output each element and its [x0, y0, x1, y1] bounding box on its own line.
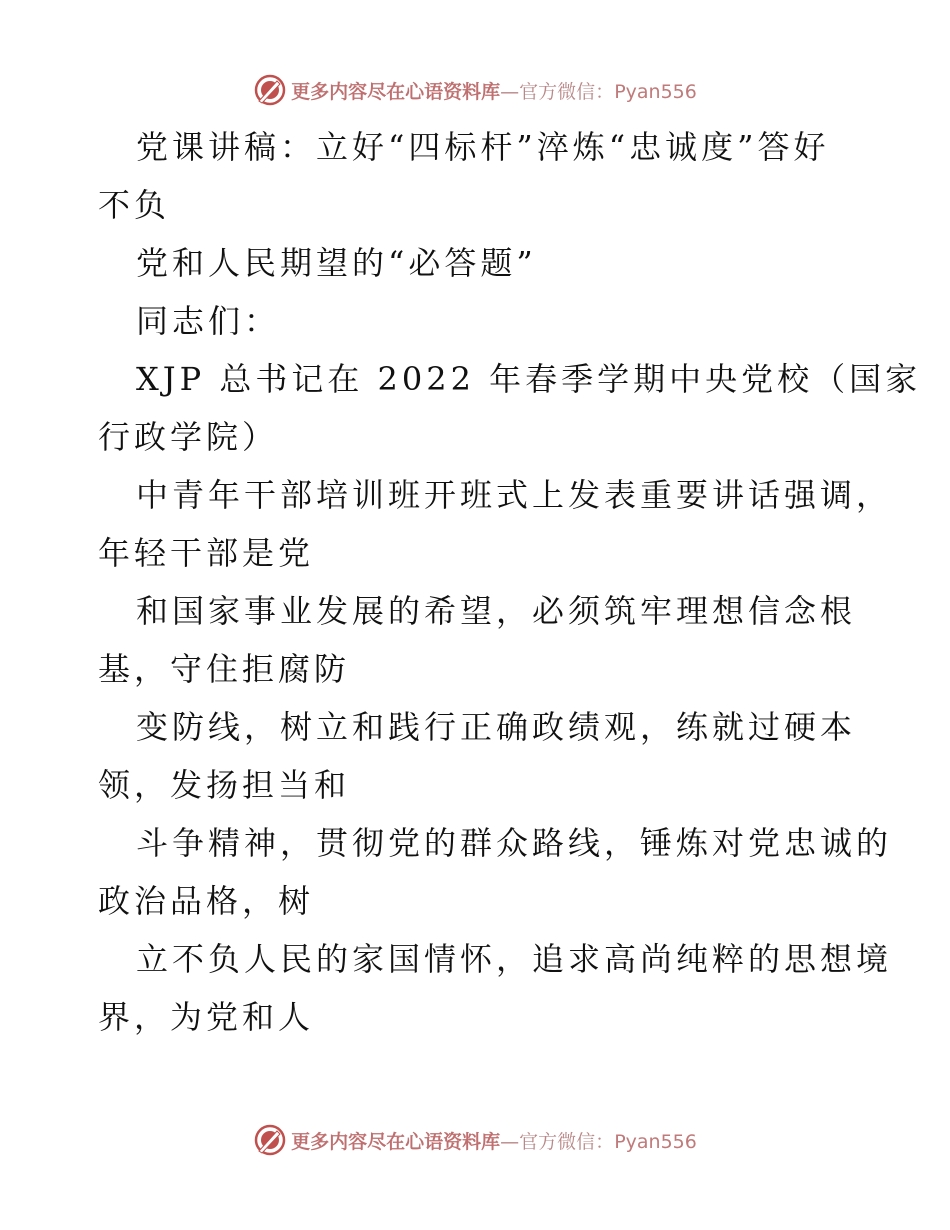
quill-logo-icon: [253, 1123, 287, 1157]
watermark-separator: —官方微信：: [500, 1130, 615, 1153]
paragraph-line: 变防线，树立和践行正确政绩观，练就过硬本: [136, 708, 857, 746]
paragraph-line: 行政学院）: [98, 418, 279, 456]
paragraph-line: 领，发扬担当和: [98, 766, 351, 804]
watermark-wechat-id: Pyan556: [614, 1130, 697, 1153]
watermark-main: 更多内容尽在心语资料库: [291, 1130, 501, 1153]
paragraph-line: 基，守住拒腐防: [98, 650, 351, 688]
footer-watermark: [0, 1120, 950, 1160]
title-line-1: 党课讲稿：立好“四标杆”淬炼“忠诚度”答好: [136, 128, 830, 166]
watermark-main: 更多内容尽在心语资料库: [291, 80, 501, 103]
quill-logo-icon: [253, 73, 287, 107]
paragraph-line: 立不负人民的家国情怀，追求高尚纯粹的思想境: [136, 940, 893, 978]
header-watermark: [0, 70, 950, 110]
title-line-2: 不负: [98, 186, 171, 224]
paragraph-line: 年轻干部是党: [98, 534, 315, 572]
paragraph-line: 界，为党和人: [98, 998, 315, 1036]
salutation: 同志们：: [136, 302, 281, 340]
watermark-text: [291, 77, 697, 104]
paragraph-line: 中青年干部培训班开班式上发表重要讲话强调，: [136, 476, 893, 514]
paragraph-line: 斗争精神，贯彻党的群众路线，锤炼对党忠诚的: [136, 824, 893, 862]
watermark-text: [291, 1127, 697, 1154]
title-line-3: 党和人民期望的“必答题”: [136, 244, 537, 282]
watermark-separator: —官方微信：: [500, 80, 615, 103]
paragraph-line: 政治品格，树: [98, 882, 315, 920]
paragraph-line: 和国家事业发展的希望，必须筑牢理想信念根: [136, 592, 857, 630]
paragraph-line: XJP 总书记在 2022 年春季学期中央党校（国家: [136, 360, 922, 398]
watermark-wechat-id: Pyan556: [614, 80, 697, 103]
document-body: [98, 118, 922, 1046]
